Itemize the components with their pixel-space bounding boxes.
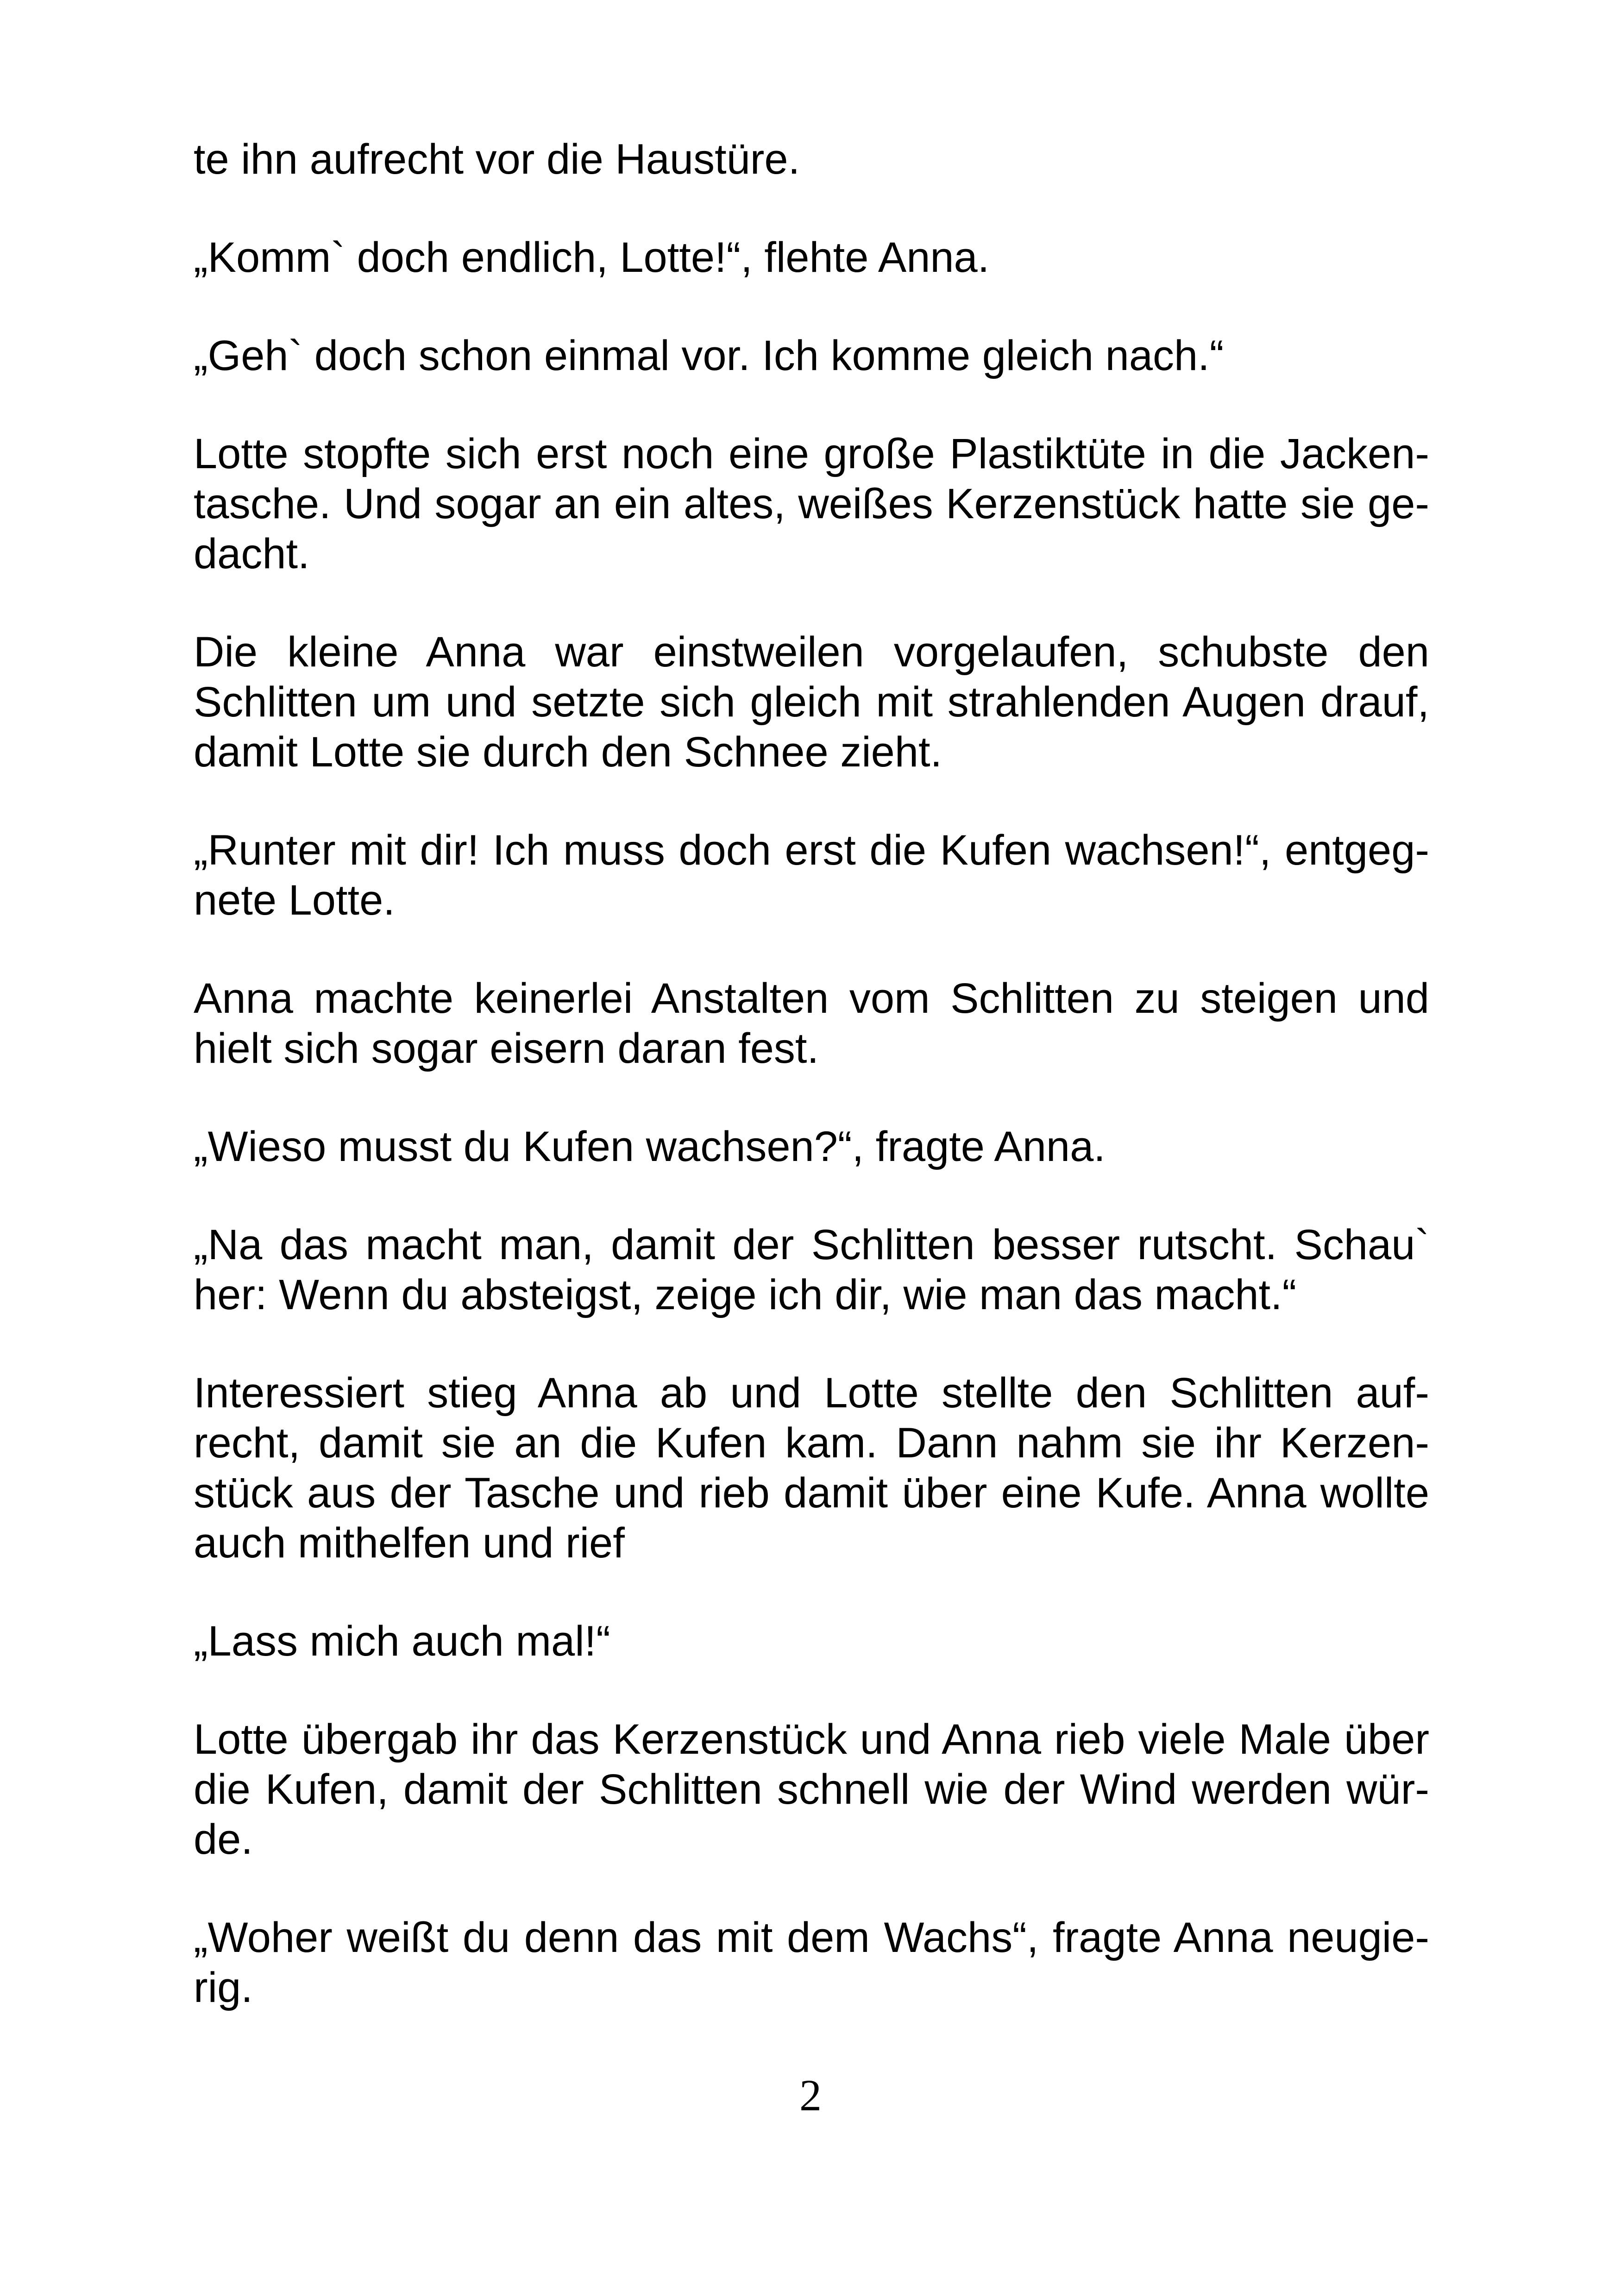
text-line: Lotte stopfte sich erst noch eine große Plastiktüte in die Jacken- (194, 430, 1429, 477)
text-line: hielt sich sogar eisern daran fest. (194, 1025, 819, 1072)
text-line: nete Lotte. (194, 877, 395, 924)
text-line: Die kleine Anna war einstweilen vorgelaufen, schubste den (194, 628, 1429, 676)
text-line: dacht. (194, 530, 310, 577)
text-line: Lotte übergab ihr das Kerzenstück und Anna rieb viele Male über (194, 1716, 1429, 1763)
text-line: „Wieso musst du Kufen wachsen?“, fragte Anna. (194, 1123, 1106, 1170)
paragraph (194, 429, 1429, 579)
paragraph (194, 627, 1429, 777)
paragraph (194, 1913, 1429, 2013)
paragraph (194, 1220, 1429, 1320)
text-line: „Lass mich auch mal!“ (194, 1618, 610, 1665)
text-line: auch mithelfen und rief (194, 1519, 625, 1567)
text-line: Anna machte keinerlei Anstalten vom Schlitten zu steigen und (194, 975, 1429, 1022)
text-line: recht, damit sie an die Kufen kam. Dann nahm sie ihr Kerzen- (194, 1419, 1429, 1467)
paragraph (194, 825, 1429, 925)
text-line: Interessiert stieg Anna ab und Lotte stellte den Schlitten auf- (194, 1369, 1429, 1417)
paragraph (194, 1122, 1429, 1172)
text-line: „Komm` doch endlich, Lotte!“, flehte Anna. (194, 234, 990, 281)
page-number: 2 (799, 2070, 822, 2120)
paragraph (194, 1616, 1429, 1666)
paragraph (194, 1714, 1429, 1864)
text-line: „Na das macht man, damit der Schlitten besser rutscht. Schau` (194, 1221, 1429, 1268)
paragraph (194, 232, 1429, 282)
text-line: te ihn aufrecht vor die Haustüre. (194, 136, 800, 183)
text-line: damit Lotte sie durch den Schnee zieht. (194, 728, 942, 776)
body-text (194, 134, 1429, 2013)
paragraph (194, 973, 1429, 1073)
text-line: Schlitten um und setzte sich gleich mit strahlenden Augen drauf, (194, 678, 1429, 726)
text-line: tasche. Und sogar an ein altes, weißes Kerzenstück hatte sie ge- (194, 480, 1429, 527)
text-line: rig. (194, 1964, 253, 2011)
text-line: die Kufen, damit der Schlitten schnell wie der Wind werden wür- (194, 1766, 1429, 1813)
text-line: „Runter mit dir! Ich muss doch erst die Kufen wachsen!“, entgeg- (194, 827, 1429, 874)
text-line: „Geh` doch schon einmal vor. Ich komme gleich nach.“ (194, 332, 1224, 379)
text-line: „Woher weißt du denn das mit dem Wachs“, fragte Anna neugie- (194, 1914, 1429, 1961)
paragraph (194, 331, 1429, 381)
text-line: stück aus der Tasche und rieb damit über eine Kufe. Anna wollte (194, 1469, 1429, 1517)
paragraph (194, 1368, 1429, 1568)
text-line: her: Wenn du absteigst, zeige ich dir, wie man das macht.“ (194, 1271, 1297, 1318)
text-line: de. (194, 1816, 253, 1863)
paragraph (194, 134, 1429, 184)
